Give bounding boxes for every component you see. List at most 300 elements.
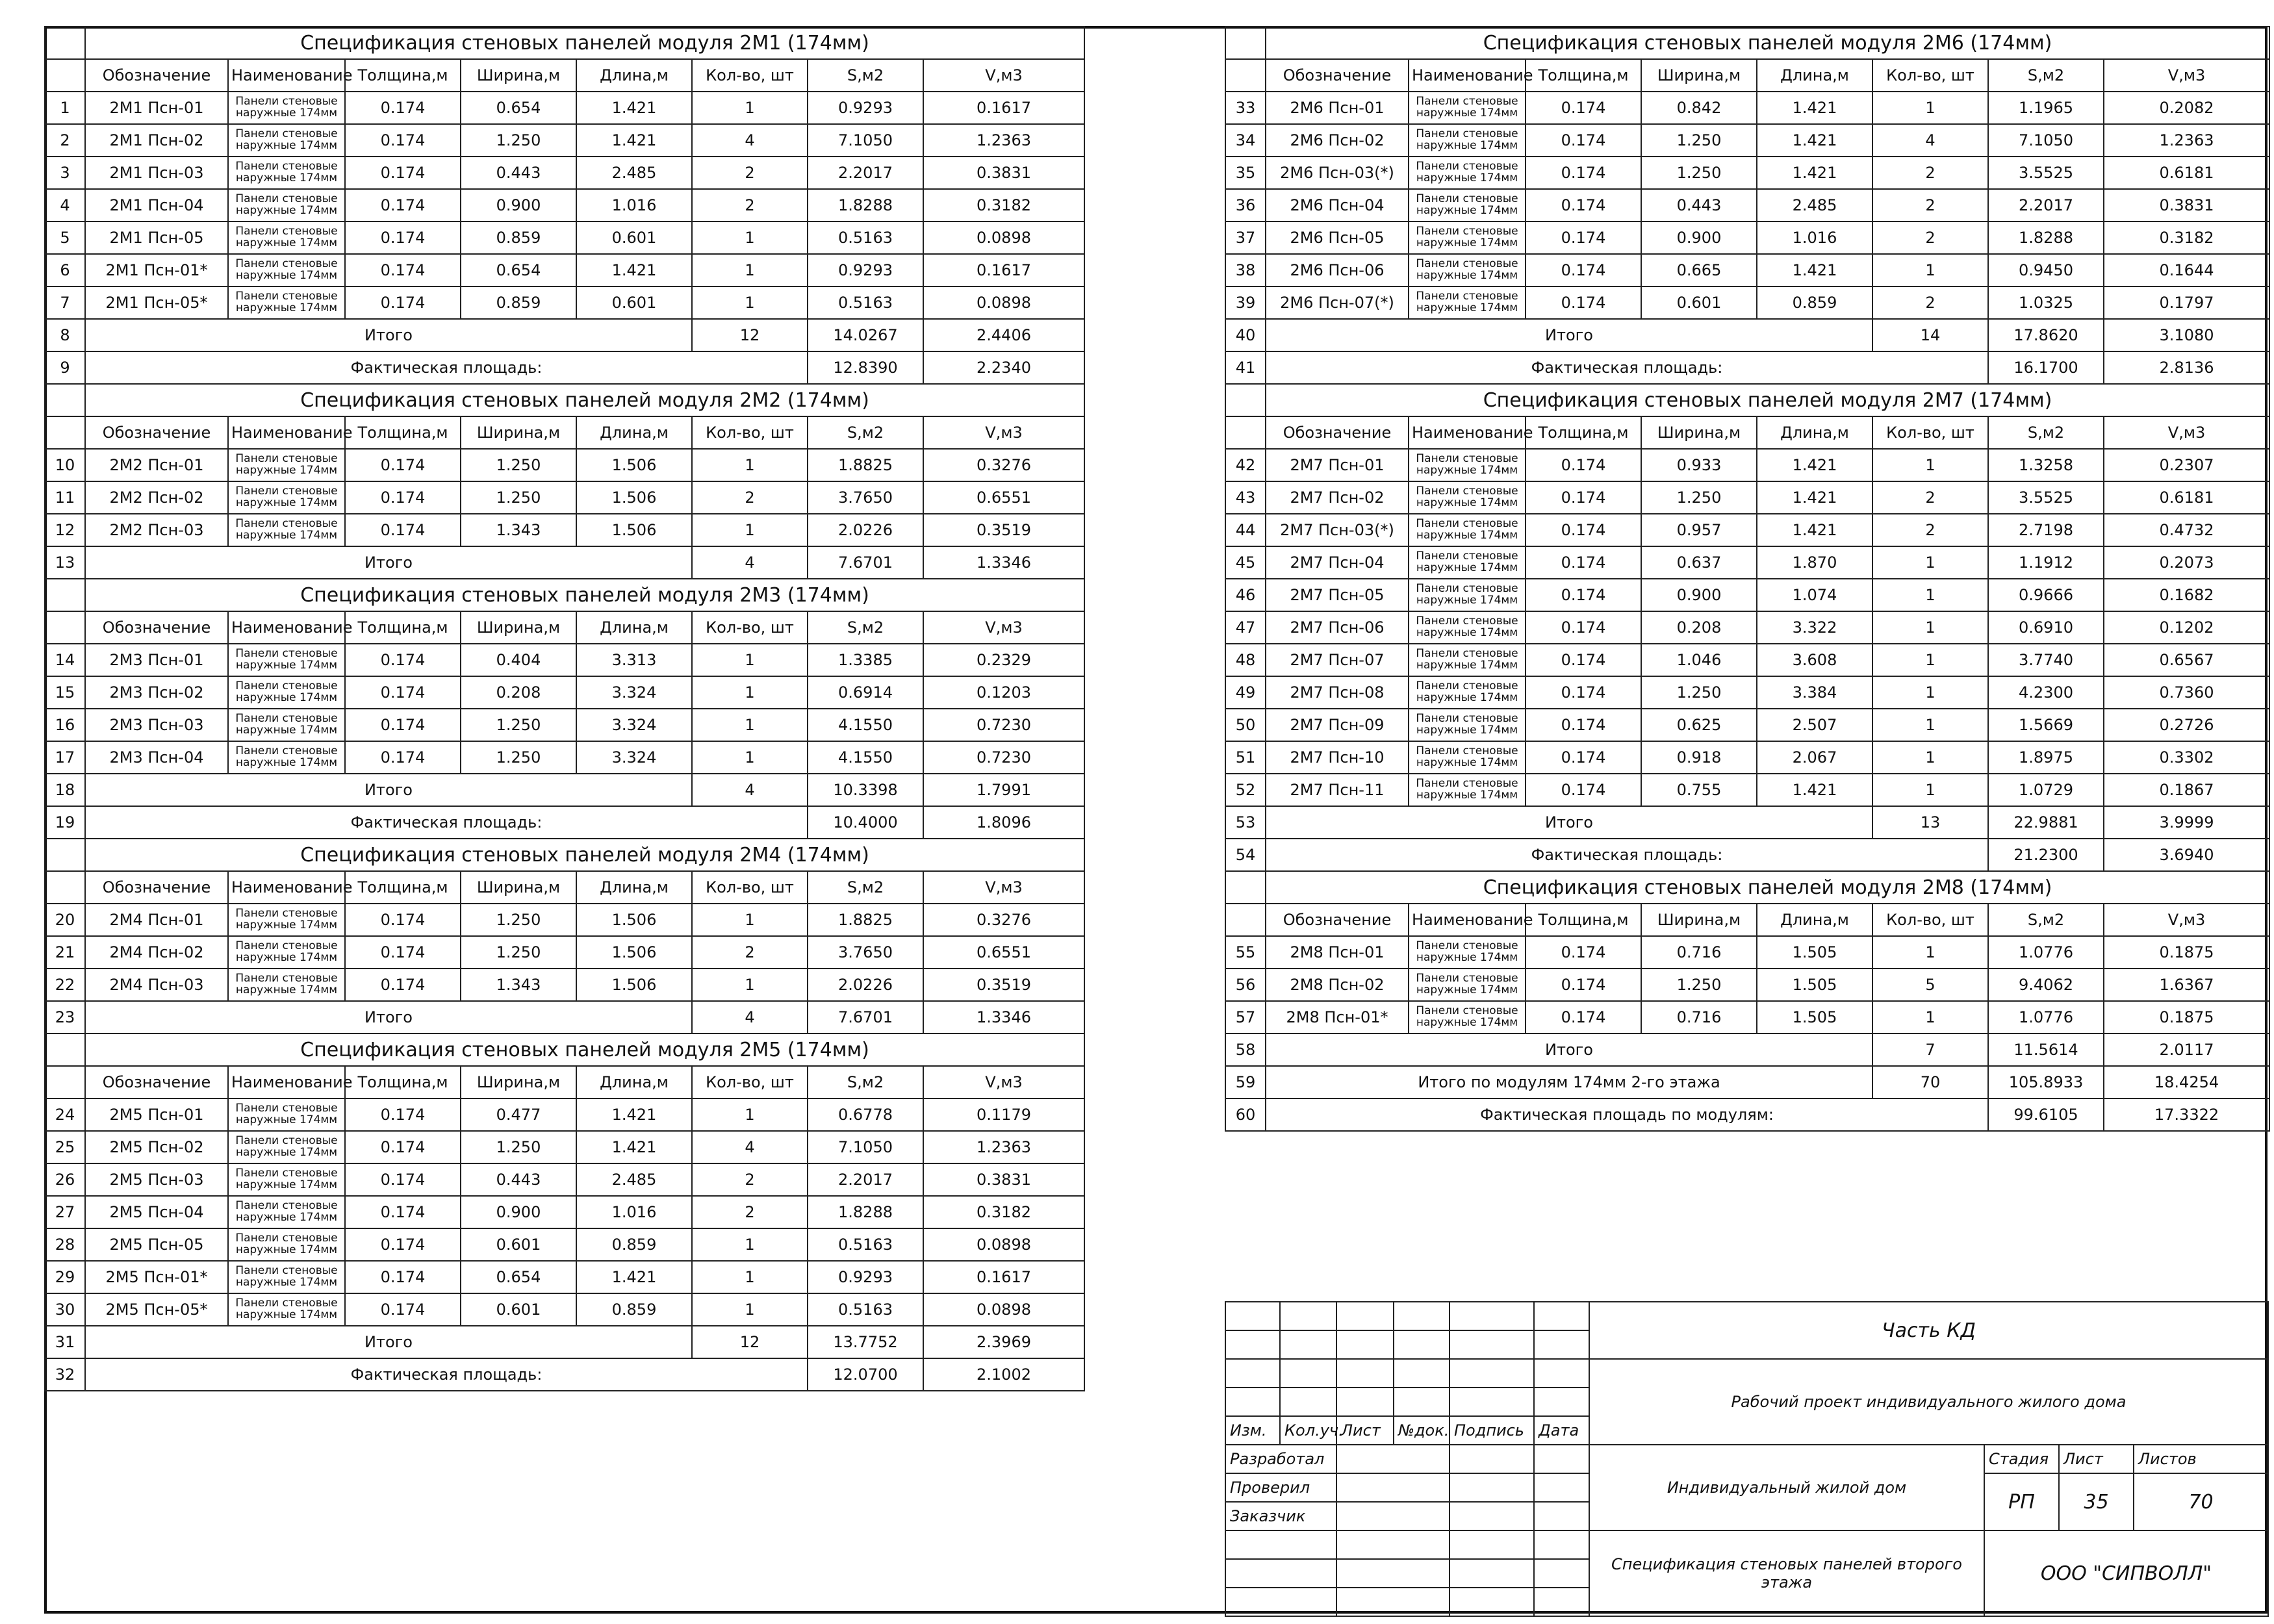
- section-title: Спецификация стеновых панелей модуля 2М1 (174мм): [85, 27, 1084, 59]
- table-row: [45, 709, 1084, 741]
- column-header: Толщина,м: [1526, 904, 1641, 936]
- area-value: 3.7650: [808, 936, 923, 969]
- row-number: 14: [45, 644, 85, 676]
- area-value: 3.7740: [1988, 644, 2104, 676]
- thickness-value: 0.174: [345, 741, 461, 774]
- area-value: 0.5163: [808, 286, 923, 319]
- thickness-value: 0.174: [1526, 92, 1641, 124]
- thickness-value: 0.174: [1526, 286, 1641, 319]
- area-value: 0.9450: [1988, 254, 2104, 286]
- column-header: Наименование: [1409, 59, 1526, 92]
- length-value: 1.506: [576, 969, 692, 1001]
- row-number: 33: [1225, 92, 1266, 124]
- quantity-value: 1: [692, 741, 808, 774]
- area-value: 4.1550: [808, 709, 923, 741]
- total-quantity: 4: [692, 1001, 808, 1034]
- row-number-blank: [45, 579, 85, 611]
- length-value: 0.601: [576, 222, 692, 254]
- column-header: V,м3: [923, 416, 1084, 449]
- length-value: 1.505: [1757, 969, 1872, 1001]
- table-row: [1225, 92, 2269, 124]
- volume-value: 0.1797: [2104, 286, 2269, 319]
- length-value: 1.421: [576, 124, 692, 157]
- thickness-value: 0.174: [1526, 1001, 1641, 1034]
- volume-value: 0.6567: [2104, 644, 2269, 676]
- area-value: 0.6914: [808, 676, 923, 709]
- row-number: 58: [1225, 1034, 1266, 1066]
- actual-area-row: [45, 806, 1084, 839]
- panel-code: 2М4 Псн-03: [85, 969, 228, 1001]
- quantity-value: 1: [692, 644, 808, 676]
- width-value: 0.654: [461, 92, 576, 124]
- panel-name: Панели стеновые наружные 174мм: [228, 1293, 345, 1326]
- row-number: 32: [45, 1358, 85, 1391]
- panel-name: Панели стеновые наружные 174мм: [228, 1131, 345, 1163]
- row-number: 10: [45, 449, 85, 481]
- row-number: 15: [45, 676, 85, 709]
- total-volume: 1.3346: [923, 546, 1084, 579]
- column-header: Обозначение: [85, 59, 228, 92]
- volume-value: 0.2307: [2104, 449, 2269, 481]
- header-row: [45, 416, 1084, 449]
- row-number-blank: [1225, 27, 1266, 59]
- total-volume: 2.4406: [923, 319, 1084, 351]
- area-value: 1.8825: [808, 904, 923, 936]
- column-header: V,м3: [923, 59, 1084, 92]
- table-row: [45, 1293, 1084, 1326]
- volume-value: 0.0898: [923, 1293, 1084, 1326]
- row-number: 57: [1225, 1001, 1266, 1034]
- column-header: Кол-во, шт: [692, 416, 808, 449]
- panel-code: 2М8 Псн-02: [1266, 969, 1409, 1001]
- row-number: 27: [45, 1196, 85, 1228]
- width-value: 0.443: [1641, 189, 1757, 222]
- panel-code: 2М5 Псн-05*: [85, 1293, 228, 1326]
- total-volume: 1.3346: [923, 1001, 1084, 1034]
- actual-area-row: [1225, 839, 2269, 871]
- width-value: 0.654: [461, 1261, 576, 1293]
- column-header: Наименование: [228, 611, 345, 644]
- length-value: 1.421: [576, 1098, 692, 1131]
- table-row: [1225, 157, 2269, 189]
- width-value: 0.900: [1641, 222, 1757, 254]
- volume-value: 0.3182: [923, 189, 1084, 222]
- quantity-value: 1: [692, 709, 808, 741]
- panel-name: Панели стеновые наружные 174мм: [228, 741, 345, 774]
- column-header: Толщина,м: [1526, 416, 1641, 449]
- total-area: 7.6701: [808, 1001, 923, 1034]
- thickness-value: 0.174: [345, 92, 461, 124]
- quantity-value: 1: [692, 1098, 808, 1131]
- row-number: 52: [1225, 774, 1266, 806]
- row-number-blank: [45, 59, 85, 92]
- panel-name: Панели стеновые наружные 174мм: [1409, 741, 1526, 774]
- volume-value: 0.1875: [2104, 1001, 2269, 1034]
- row-number: 42: [1225, 449, 1266, 481]
- row-number: 6: [45, 254, 85, 286]
- column-header: Длина,м: [1757, 904, 1872, 936]
- panel-code: 2М1 Псн-03: [85, 157, 228, 189]
- row-number: 4: [45, 189, 85, 222]
- panel-name: Панели стеновые наружные 174мм: [1409, 644, 1526, 676]
- panel-code: 2М7 Псн-10: [1266, 741, 1409, 774]
- thickness-value: 0.174: [1526, 189, 1641, 222]
- column-header: Обозначение: [85, 1066, 228, 1098]
- width-value: 1.250: [1641, 481, 1757, 514]
- length-value: 1.870: [1757, 546, 1872, 579]
- total-area: 13.7752: [808, 1326, 923, 1358]
- panel-name: Панели стеновые наружные 174мм: [228, 222, 345, 254]
- column-header: Длина,м: [1757, 59, 1872, 92]
- thickness-value: 0.174: [345, 157, 461, 189]
- area-value: 3.5525: [1988, 157, 2104, 189]
- area-value: 4.1550: [808, 741, 923, 774]
- column-header: Длина,м: [576, 1066, 692, 1098]
- table-row: [45, 286, 1084, 319]
- floor-total-area: 105.8933: [1988, 1066, 2104, 1098]
- column-header: Наименование: [228, 871, 345, 904]
- panel-name: Панели стеновые наружные 174мм: [1409, 514, 1526, 546]
- panel-name: Панели стеновые наружные 174мм: [1409, 92, 1526, 124]
- row-number: 20: [45, 904, 85, 936]
- length-value: 1.421: [1757, 157, 1872, 189]
- column-header: Кол-во, шт: [692, 871, 808, 904]
- volume-value: 0.1179: [923, 1098, 1084, 1131]
- floor-total-quantity: 70: [1872, 1066, 1988, 1098]
- area-value: 2.2017: [808, 157, 923, 189]
- row-number-blank: [45, 611, 85, 644]
- area-value: 0.5163: [808, 1228, 923, 1261]
- total-quantity: 14: [1872, 319, 1988, 351]
- panel-name: Панели стеновые наружные 174мм: [228, 709, 345, 741]
- row-number: 25: [45, 1131, 85, 1163]
- column-header: Ширина,м: [461, 416, 576, 449]
- quantity-value: 2: [692, 481, 808, 514]
- header-row: [1225, 904, 2269, 936]
- table-row: [45, 254, 1084, 286]
- length-value: 2.507: [1757, 709, 1872, 741]
- column-header: Кол-во, шт: [1872, 59, 1988, 92]
- length-value: 1.421: [576, 1261, 692, 1293]
- column-header: Длина,м: [576, 611, 692, 644]
- column-header: Ширина,м: [1641, 416, 1757, 449]
- section-title-row: [1225, 871, 2269, 904]
- total-label: Итого: [85, 546, 692, 579]
- total-label: Итого: [85, 1001, 692, 1034]
- row-number: 22: [45, 969, 85, 1001]
- area-value: 1.3258: [1988, 449, 2104, 481]
- width-value: 0.842: [1641, 92, 1757, 124]
- table-row: [45, 904, 1084, 936]
- column-header: Толщина,м: [345, 59, 461, 92]
- thickness-value: 0.174: [1526, 644, 1641, 676]
- section-title-row: [45, 579, 1084, 611]
- volume-value: 0.0898: [923, 222, 1084, 254]
- actual-area-row: [1225, 351, 2269, 384]
- column-header: Ширина,м: [461, 871, 576, 904]
- width-value: 1.250: [461, 904, 576, 936]
- panel-name: Панели стеновые наружные 174мм: [228, 1098, 345, 1131]
- width-value: 1.343: [461, 969, 576, 1001]
- length-value: 1.016: [576, 1196, 692, 1228]
- volume-value: 0.1682: [2104, 579, 2269, 611]
- table-row: [45, 189, 1084, 222]
- length-value: 1.016: [1757, 222, 1872, 254]
- quantity-value: 1: [692, 1261, 808, 1293]
- row-number: 49: [1225, 676, 1266, 709]
- panel-name: Панели стеновые наружные 174мм: [228, 481, 345, 514]
- column-header: Кол-во, шт: [692, 1066, 808, 1098]
- thickness-value: 0.174: [345, 676, 461, 709]
- table-row: [45, 92, 1084, 124]
- quantity-value: 1: [692, 254, 808, 286]
- quantity-value: 2: [1872, 189, 1988, 222]
- total-label: Итого: [1266, 806, 1872, 839]
- total-area: 14.0267: [808, 319, 923, 351]
- table-row: [45, 157, 1084, 189]
- length-value: 3.324: [576, 676, 692, 709]
- row-number: 55: [1225, 936, 1266, 969]
- section-title-row: [45, 384, 1084, 416]
- width-value: 0.625: [1641, 709, 1757, 741]
- section-title-row: [1225, 27, 2269, 59]
- quantity-value: 1: [692, 286, 808, 319]
- row-number: 26: [45, 1163, 85, 1196]
- quantity-value: 4: [1872, 124, 1988, 157]
- panel-name: Панели стеновые наружные 174мм: [1409, 286, 1526, 319]
- row-number: 13: [45, 546, 85, 579]
- column-header: V,м3: [2104, 59, 2269, 92]
- panel-code: 2М1 Псн-01*: [85, 254, 228, 286]
- row-number: 37: [1225, 222, 1266, 254]
- column-header: Обозначение: [85, 871, 228, 904]
- thickness-value: 0.174: [345, 481, 461, 514]
- stamp-col-koluch: Кол.уч.: [1280, 1416, 1336, 1445]
- area-value: 2.2017: [1988, 189, 2104, 222]
- width-value: 0.716: [1641, 1001, 1757, 1034]
- table-row: [1225, 709, 2269, 741]
- area-value: 7.1050: [808, 124, 923, 157]
- length-value: 0.859: [576, 1293, 692, 1326]
- panel-name: Панели стеновые наружные 174мм: [228, 904, 345, 936]
- thickness-value: 0.174: [345, 1228, 461, 1261]
- row-number: 43: [1225, 481, 1266, 514]
- table-row: [1225, 514, 2269, 546]
- table-row: [1225, 254, 2269, 286]
- column-header: V,м3: [923, 871, 1084, 904]
- area-value: 1.0776: [1988, 936, 2104, 969]
- table-row: [45, 1228, 1084, 1261]
- volume-value: 0.2073: [2104, 546, 2269, 579]
- table-row: [45, 676, 1084, 709]
- area-value: 2.7198: [1988, 514, 2104, 546]
- panel-code: 2М7 Псн-05: [1266, 579, 1409, 611]
- length-value: 0.859: [1757, 286, 1872, 319]
- panel-name: Панели стеновые наружные 174мм: [228, 189, 345, 222]
- width-value: 1.250: [461, 1131, 576, 1163]
- row-number: 5: [45, 222, 85, 254]
- thickness-value: 0.174: [1526, 546, 1641, 579]
- spec-right-column: [1225, 26, 2269, 1132]
- volume-value: 0.1867: [2104, 774, 2269, 806]
- table-row: [1225, 936, 2269, 969]
- quantity-value: 2: [1872, 222, 1988, 254]
- width-value: 0.918: [1641, 741, 1757, 774]
- stamp-col-izm: Изм.: [1225, 1416, 1280, 1445]
- thickness-value: 0.174: [1526, 969, 1641, 1001]
- row-number-blank: [1225, 59, 1266, 92]
- quantity-value: 1: [1872, 741, 1988, 774]
- panel-name: Панели стеновые наружные 174мм: [1409, 189, 1526, 222]
- panel-name: Панели стеновые наружные 174мм: [228, 254, 345, 286]
- actual-area-value: 16.1700: [1988, 351, 2104, 384]
- quantity-value: 2: [692, 157, 808, 189]
- column-header: Кол-во, шт: [1872, 416, 1988, 449]
- thickness-value: 0.174: [1526, 514, 1641, 546]
- panel-code: 2М5 Псн-01: [85, 1098, 228, 1131]
- volume-value: 0.1617: [923, 92, 1084, 124]
- width-value: 0.859: [461, 222, 576, 254]
- length-value: 0.601: [576, 286, 692, 319]
- total-quantity: 4: [692, 546, 808, 579]
- thickness-value: 0.174: [1526, 449, 1641, 481]
- actual-area-row: [45, 1358, 1084, 1391]
- column-header: V,м3: [2104, 904, 2269, 936]
- area-value: 7.1050: [1988, 124, 2104, 157]
- header-row: [45, 611, 1084, 644]
- column-header: Обозначение: [1266, 59, 1409, 92]
- total-quantity: 4: [692, 774, 808, 806]
- volume-value: 0.2726: [2104, 709, 2269, 741]
- panel-name: Панели стеновые наружные 174мм: [228, 936, 345, 969]
- quantity-value: 2: [1872, 514, 1988, 546]
- column-header: Толщина,м: [345, 1066, 461, 1098]
- area-value: 0.5163: [808, 1293, 923, 1326]
- panel-code: 2М6 Псн-02: [1266, 124, 1409, 157]
- area-value: 0.5163: [808, 222, 923, 254]
- table-row: [45, 644, 1084, 676]
- row-number: 60: [1225, 1098, 1266, 1131]
- row-number: 3: [45, 157, 85, 189]
- column-header: Длина,м: [576, 59, 692, 92]
- panel-name: Панели стеновые наружные 174мм: [1409, 969, 1526, 1001]
- width-value: 0.601: [1641, 286, 1757, 319]
- row-number: 29: [45, 1261, 85, 1293]
- table-row: [45, 936, 1084, 969]
- area-value: 1.8288: [808, 189, 923, 222]
- row-number: 19: [45, 806, 85, 839]
- thickness-value: 0.174: [1526, 936, 1641, 969]
- thickness-value: 0.174: [1526, 157, 1641, 189]
- column-header: S,м2: [808, 611, 923, 644]
- thickness-value: 0.174: [1526, 254, 1641, 286]
- quantity-value: 1: [1872, 709, 1988, 741]
- row-number: 30: [45, 1293, 85, 1326]
- total-row: [1225, 806, 2269, 839]
- column-header: Ширина,м: [1641, 59, 1757, 92]
- row-number: 7: [45, 286, 85, 319]
- total-volume: 2.3969: [923, 1326, 1084, 1358]
- stamp-col-data: Дата: [1534, 1416, 1589, 1445]
- panel-code: 2М2 Псн-03: [85, 514, 228, 546]
- panel-name: Панели стеновые наружные 174мм: [228, 157, 345, 189]
- quantity-value: 1: [1872, 449, 1988, 481]
- column-header: Обозначение: [1266, 904, 1409, 936]
- stamp-role-customer: Заказчик: [1225, 1502, 1336, 1530]
- quantity-value: 1: [1872, 676, 1988, 709]
- volume-value: 0.6551: [923, 936, 1084, 969]
- volume-value: 0.3831: [923, 157, 1084, 189]
- quantity-value: 1: [1872, 644, 1988, 676]
- panel-code: 2М7 Псн-07: [1266, 644, 1409, 676]
- actual-area-row: [45, 351, 1084, 384]
- row-number: 51: [1225, 741, 1266, 774]
- thickness-value: 0.174: [345, 1293, 461, 1326]
- column-header: V,м3: [923, 611, 1084, 644]
- row-number: 50: [1225, 709, 1266, 741]
- quantity-value: 5: [1872, 969, 1988, 1001]
- section-title-row: [45, 839, 1084, 871]
- total-area: 10.3398: [808, 774, 923, 806]
- length-value: 1.506: [576, 481, 692, 514]
- panel-code: 2М5 Псн-01*: [85, 1261, 228, 1293]
- row-number: 36: [1225, 189, 1266, 222]
- panel-name: Панели стеновые наружные 174мм: [1409, 124, 1526, 157]
- column-header: Кол-во, шт: [692, 611, 808, 644]
- row-number: 11: [45, 481, 85, 514]
- thickness-value: 0.174: [345, 904, 461, 936]
- width-value: 0.208: [1641, 611, 1757, 644]
- width-value: 0.933: [1641, 449, 1757, 481]
- floor-actual-area: 99.6105: [1988, 1098, 2104, 1131]
- section-title: Спецификация стеновых панелей модуля 2М2 (174мм): [85, 384, 1084, 416]
- header-row: [1225, 59, 2269, 92]
- panel-name: Панели стеновые наружные 174мм: [1409, 774, 1526, 806]
- length-value: 1.421: [1757, 254, 1872, 286]
- thickness-value: 0.174: [345, 189, 461, 222]
- panel-name: Панели стеновые наружные 174мм: [1409, 222, 1526, 254]
- row-number: 48: [1225, 644, 1266, 676]
- area-value: 1.8288: [808, 1196, 923, 1228]
- floor-total-volume: 18.4254: [2104, 1066, 2269, 1098]
- row-number-blank: [45, 27, 85, 59]
- quantity-value: 2: [692, 1196, 808, 1228]
- length-value: 1.421: [1757, 92, 1872, 124]
- volume-value: 0.1617: [923, 1261, 1084, 1293]
- table-row: [1225, 189, 2269, 222]
- table-row: [1225, 222, 2269, 254]
- width-value: 1.250: [461, 124, 576, 157]
- length-value: 3.384: [1757, 676, 1872, 709]
- width-value: 0.957: [1641, 514, 1757, 546]
- stamp-part: Часть КД: [1589, 1302, 2268, 1359]
- row-number-blank: [45, 1034, 85, 1066]
- volume-value: 0.3182: [2104, 222, 2269, 254]
- area-value: 4.2300: [1988, 676, 2104, 709]
- thickness-value: 0.174: [1526, 709, 1641, 741]
- quantity-value: 1: [1872, 611, 1988, 644]
- area-value: 3.5525: [1988, 481, 2104, 514]
- total-row: [45, 1326, 1084, 1358]
- length-value: 2.485: [1757, 189, 1872, 222]
- total-quantity: 12: [692, 1326, 808, 1358]
- thickness-value: 0.174: [1526, 222, 1641, 254]
- table-row: [1225, 579, 2269, 611]
- length-value: 1.421: [1757, 481, 1872, 514]
- section-title: Спецификация стеновых панелей модуля 2М3 (174мм): [85, 579, 1084, 611]
- table-row: [1225, 1001, 2269, 1034]
- thickness-value: 0.174: [345, 936, 461, 969]
